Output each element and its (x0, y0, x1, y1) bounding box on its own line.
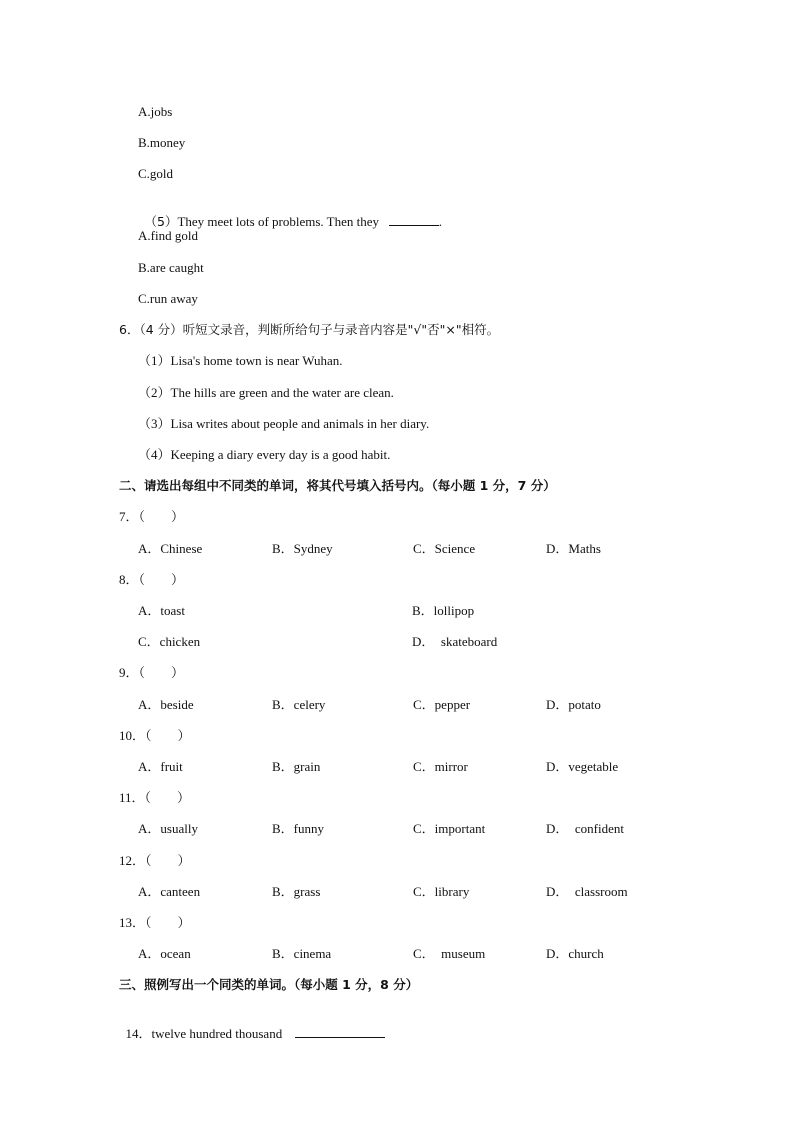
option-text: B.money (138, 135, 186, 150)
judge-item: （4）Keeping a diary every day is a good habit. (138, 447, 391, 462)
judge-item: （1）Lisa's home town is near Wuhan. (138, 353, 343, 368)
option-text: A.find gold (138, 228, 198, 243)
choice-option[interactable]: D． confident (546, 821, 624, 836)
choice-option[interactable]: A．canteen (138, 884, 201, 899)
choice-option[interactable]: D． skateboard (412, 634, 498, 649)
question-title: 6．（4 分）听短文录音，判断所给句子与录音内容是"√"否"×"相符。 (119, 322, 500, 337)
answer-blank[interactable] (295, 1025, 385, 1038)
choice-option[interactable]: C．library (413, 884, 470, 899)
sub-question (138, 197, 442, 230)
choice-option[interactable]: B．grass (272, 884, 321, 899)
question-number: 13．（ ） (119, 915, 191, 930)
sub-question-text: They meet lots of problems. Then they (177, 214, 380, 229)
question-number: 10．（ ） (119, 728, 191, 743)
choice-option[interactable]: C．important (413, 821, 486, 836)
choice-option[interactable]: D．potato (546, 697, 601, 712)
choice-option[interactable]: B．Sydney (272, 541, 333, 556)
section-heading: 三、照例写出一个同类的单词。（每小题 1 分，8 分） (119, 977, 419, 992)
choice-option[interactable]: B．lollipop (412, 603, 475, 618)
choice-option[interactable]: A．beside (138, 697, 194, 712)
judge-item: （3）Lisa writes about people and animals in her diary. (138, 416, 430, 431)
choice-option[interactable]: C．chicken (138, 634, 201, 649)
choice-option[interactable]: B．funny (272, 821, 325, 836)
option-text: C.gold (138, 166, 174, 181)
choice-option[interactable]: D．church (546, 946, 604, 961)
choice-option[interactable]: C．pepper (413, 697, 471, 712)
choice-option[interactable]: A．ocean (138, 946, 191, 961)
fill-question (119, 1009, 385, 1042)
choice-option[interactable]: C． museum (413, 946, 486, 961)
option-text: A.jobs (138, 104, 173, 119)
question-number: 7．（ ） (119, 509, 185, 524)
question-number: 11．（ ） (119, 790, 191, 805)
choice-option[interactable]: C．mirror (413, 759, 468, 774)
choice-option[interactable]: B．cinema (272, 946, 332, 961)
fill-question-text: 14．twelve hundred thousand (125, 1026, 283, 1041)
choice-option[interactable]: A．Chinese (138, 541, 203, 556)
question-number: 9．（ ） (119, 665, 185, 680)
option-text: B.are caught (138, 260, 204, 275)
choice-option[interactable]: B．grain (272, 759, 321, 774)
judge-item: （2）The hills are green and the water are clean. (138, 385, 394, 400)
question-number: 8．（ ） (119, 572, 185, 587)
option-text: C.run away (138, 291, 198, 306)
answer-blank[interactable] (389, 213, 439, 226)
choice-option[interactable]: B．celery (272, 697, 326, 712)
section-heading: 二、请选出每组中不同类的单词，将其代号填入括号内。（每小题 1 分，7 分） (119, 478, 556, 493)
choice-option[interactable]: D．Maths (546, 541, 601, 556)
choice-option[interactable]: A．fruit (138, 759, 183, 774)
choice-option[interactable]: C．Science (413, 541, 476, 556)
question-number: 12．（ ） (119, 853, 191, 868)
choice-option[interactable]: A．usually (138, 821, 198, 836)
choice-option[interactable]: A．toast (138, 603, 185, 618)
sub-question-number: （5） (144, 214, 178, 229)
choice-option[interactable]: D．vegetable (546, 759, 619, 774)
sub-question-end: . (438, 214, 443, 229)
choice-option[interactable]: D． classroom (546, 884, 628, 899)
